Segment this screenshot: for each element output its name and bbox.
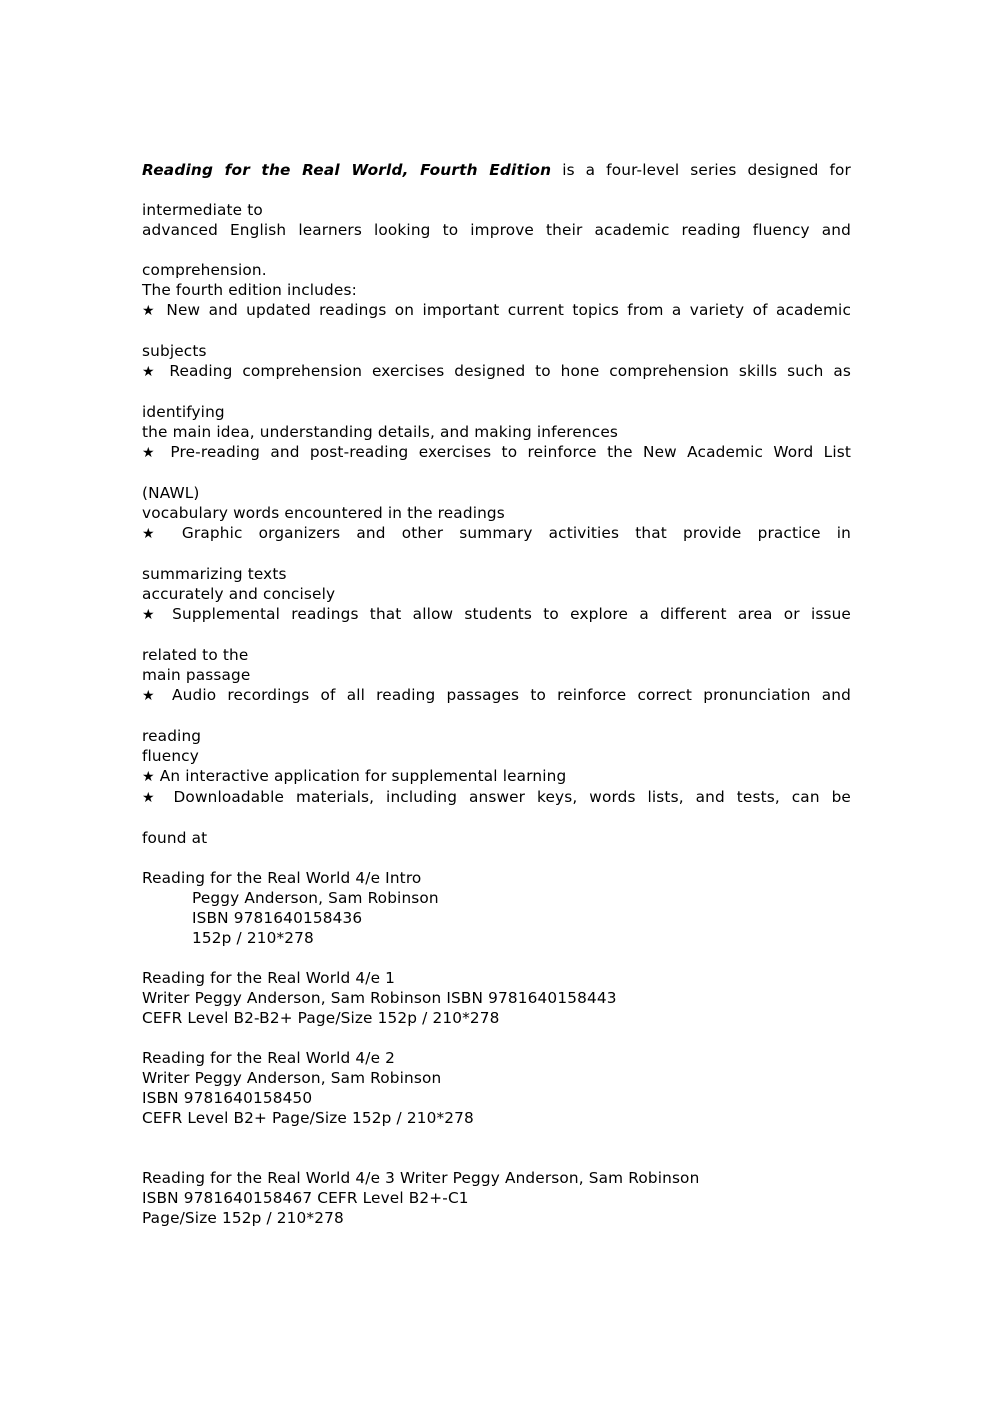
- listing-line-author: Peggy Anderson, Sam Robinson: [192, 889, 439, 907]
- bullet-wrap-line: reading: [142, 727, 202, 745]
- bullet-text: Graphic organizers and other summary activities that provide practice in: [181, 524, 851, 542]
- bullet-wrap-line: the main idea, understanding details, and making inferences: [142, 423, 619, 441]
- intro-line-1-wrap: intermediate to: [142, 201, 263, 219]
- star-bullet-icon: ★: [142, 607, 161, 623]
- spacer: [142, 1148, 851, 1168]
- bullet-wrap-line: fluency: [142, 747, 199, 765]
- intro-line-1-rest: is a four-level series designed for: [551, 161, 851, 179]
- bullet-text: Downloadable materials, including answer keys, words lists, and tests, can be: [173, 788, 851, 806]
- bullet-wrap-line: main passage: [142, 666, 251, 684]
- bullet-item: [142, 604, 851, 645]
- listing-title: Reading for the Real World 4/e 1: [142, 969, 396, 987]
- bullet-item: [142, 300, 851, 341]
- bullet-text: An interactive application for supplemental learning: [159, 767, 567, 785]
- listing-line-pagesize: 152p / 210*278: [192, 929, 314, 947]
- spacer: [142, 948, 851, 968]
- bullet-text: New and updated readings on important current topics from a variety of academic: [166, 301, 852, 319]
- spacer: [142, 848, 851, 868]
- listing-line-cefr-pagesize: CEFR Level B2-B2+ Page/Size 152p / 210*278: [142, 1009, 500, 1027]
- bullet-text: Supplemental readings that allow students to explore a different area or issue: [172, 605, 851, 623]
- star-bullet-icon: ★: [142, 445, 161, 461]
- bullet-wrap-line: subjects: [142, 342, 207, 360]
- star-bullet-icon: ★: [142, 364, 160, 380]
- star-bullet-icon: ★: [142, 688, 161, 704]
- listing-line-isbn: ISBN 9781640158450: [142, 1089, 313, 1107]
- bullet-wrap-line: found at: [142, 829, 208, 847]
- listing-title: Reading for the Real World 4/e 2: [142, 1049, 396, 1067]
- bullet-item: [142, 766, 851, 787]
- bullet-item: [142, 685, 851, 726]
- listing-line-author: Writer Peggy Anderson, Sam Robinson: [142, 1069, 442, 1087]
- bullet-item: [142, 361, 851, 402]
- bullet-item: [142, 787, 851, 828]
- bullet-wrap-line: (NAWL): [142, 484, 200, 502]
- bullet-wrap-line: related to the: [142, 646, 249, 664]
- document-text-body: [142, 160, 851, 1228]
- listing-line-cefr-pagesize: CEFR Level B2+ Page/Size 152p / 210*278: [142, 1109, 474, 1127]
- spacer: [142, 1128, 851, 1148]
- listing-line-isbn: ISBN 9781640158436: [192, 909, 363, 927]
- bullet-item: [142, 523, 851, 564]
- star-bullet-icon: ★: [142, 790, 162, 806]
- intro-line-2: advanced English learners looking to improve their academic reading fluency and: [142, 221, 851, 239]
- bullet-wrap-line: accurately and concisely: [142, 585, 336, 603]
- listing-title: Reading for the Real World 4/e 3 Writer Peggy Anderson, Sam Robinson: [142, 1169, 700, 1187]
- intro-line-3: The fourth edition includes:: [142, 281, 357, 299]
- intro-line-1: [142, 160, 851, 200]
- listing-line-pagesize: Page/Size 152p / 210*278: [142, 1209, 344, 1227]
- star-bullet-icon: ★: [142, 303, 159, 319]
- spacer: [142, 1028, 851, 1048]
- star-bullet-icon: ★: [142, 769, 155, 785]
- listing-line-author-isbn: Writer Peggy Anderson, Sam Robinson ISBN 9781640158443: [142, 989, 617, 1007]
- bullet-wrap-line: summarizing texts: [142, 565, 287, 583]
- intro-line-2-wrap: comprehension.: [142, 261, 267, 279]
- bullet-text: Pre-reading and post-reading exercises to reinforce the New Academic Word List: [170, 443, 851, 461]
- bullet-text: Reading comprehension exercises designed to hone comprehension skills such as: [169, 362, 851, 380]
- bullet-wrap-line: vocabulary words encountered in the readings: [142, 504, 505, 522]
- bullet-item: [142, 442, 851, 483]
- bullet-text: Audio recordings of all reading passages to reinforce correct pronunciation and: [172, 686, 851, 704]
- listing-title: Reading for the Real World 4/e Intro: [142, 869, 422, 887]
- bullet-wrap-line: identifying: [142, 403, 225, 421]
- listing-line-isbn-cefr: ISBN 9781640158467 CEFR Level B2+-C1: [142, 1189, 469, 1207]
- series-title: Reading for the Real World, Fourth Edition: [142, 161, 552, 179]
- star-bullet-icon: ★: [142, 526, 166, 542]
